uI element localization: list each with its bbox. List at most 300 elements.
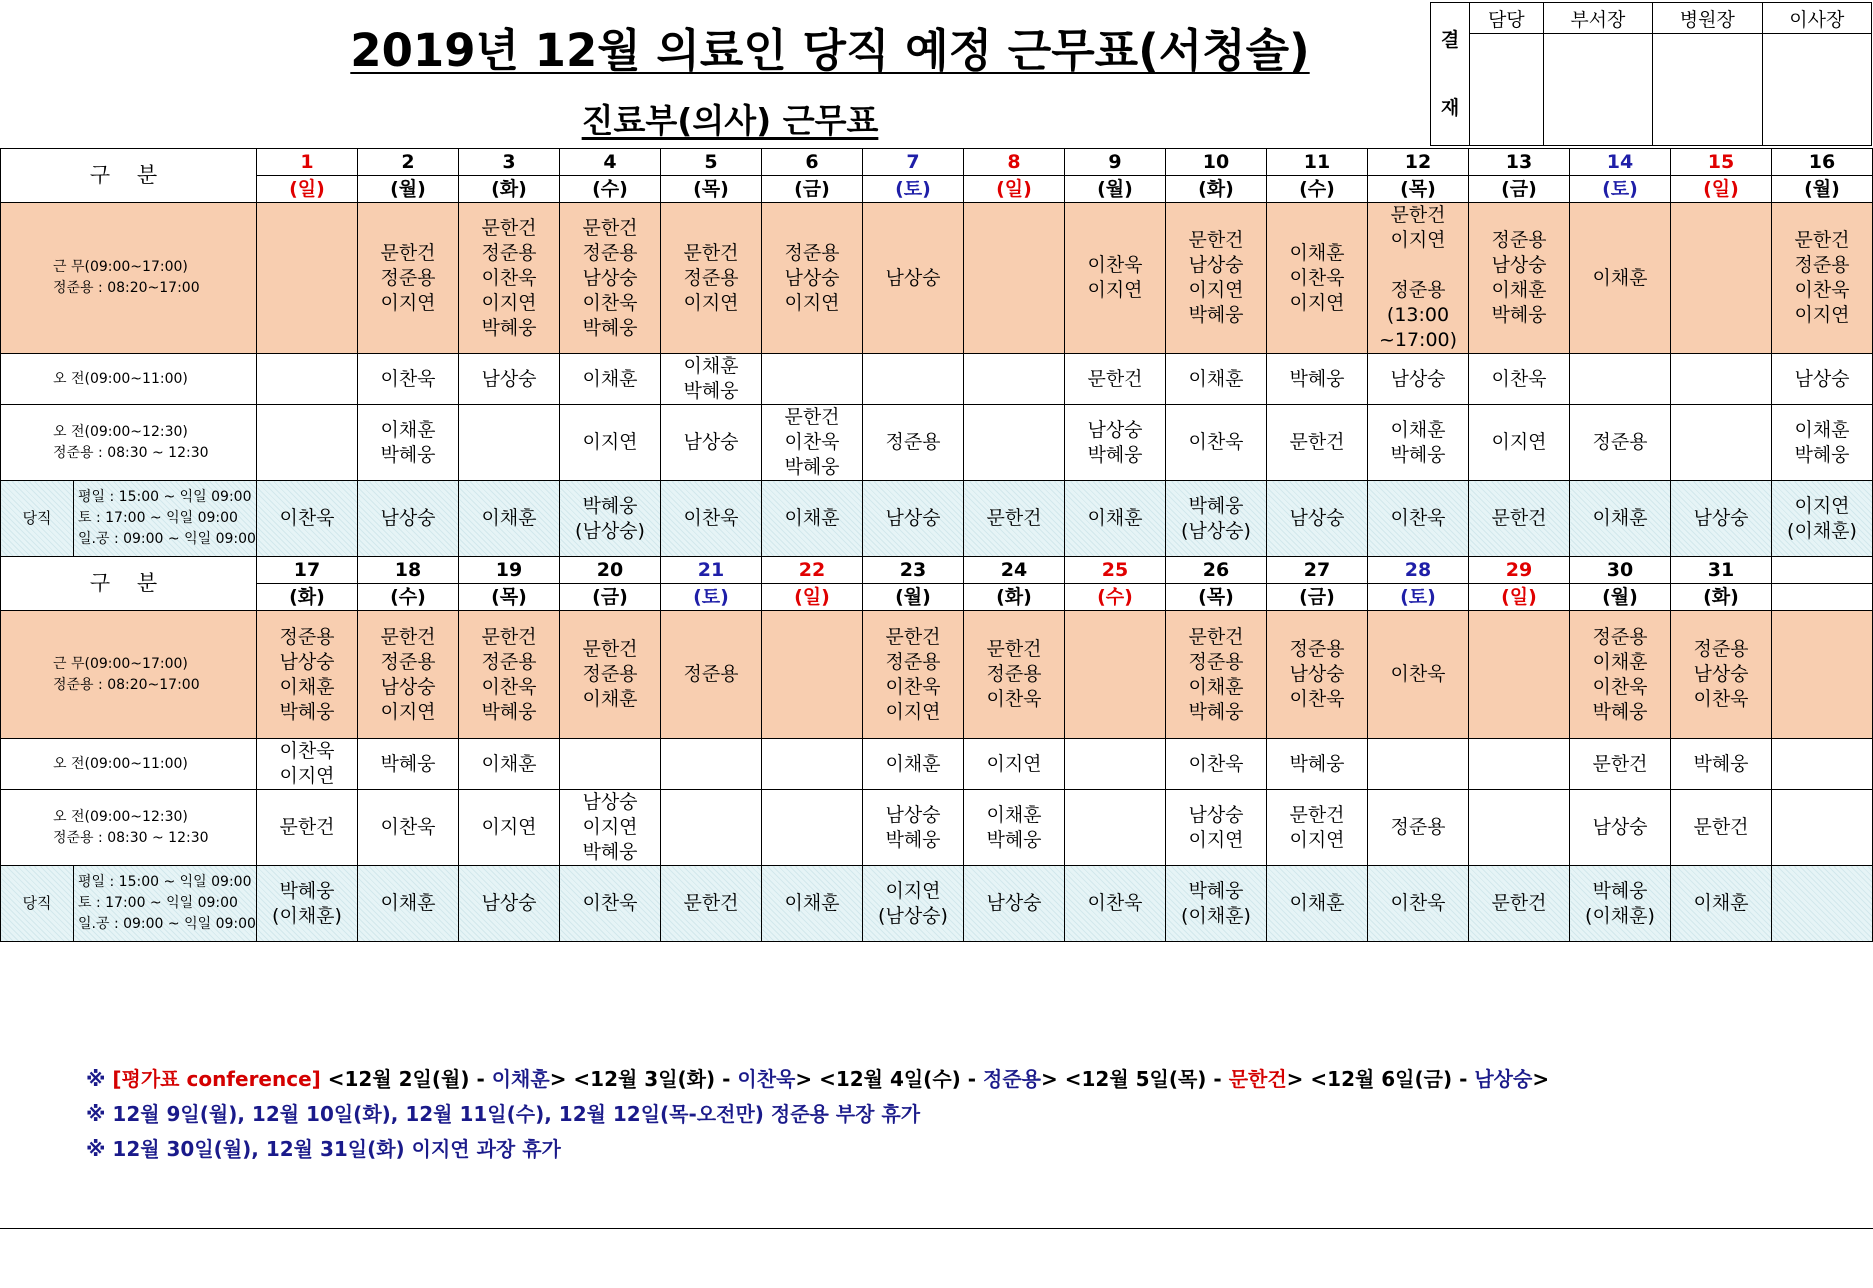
work-cell[interactable] [1772, 203, 1873, 354]
am2-cell[interactable] [257, 405, 358, 481]
work-cell[interactable] [257, 203, 358, 354]
day-number-cell [863, 557, 964, 584]
work-cell[interactable] [1065, 203, 1166, 354]
page-subtitle [580, 95, 880, 142]
am1-cell[interactable] [1166, 739, 1267, 790]
staff-name: 문한건 [582, 638, 638, 660]
note-segment: <12월 3일(화) [573, 1067, 716, 1091]
duty-cell[interactable] [964, 866, 1065, 942]
day-of-week-cell [964, 176, 1065, 203]
day-of-week: (일) [996, 177, 1032, 200]
am2-cell[interactable] [1772, 790, 1873, 866]
day-of-week: (월) [1804, 177, 1840, 200]
staff-name: 이찬욱 [1087, 892, 1143, 914]
am1-cell[interactable] [964, 354, 1065, 405]
page-subtitle-text: 진료부(의사) 근무표 [581, 101, 879, 140]
day-of-week: (화) [1703, 585, 1739, 608]
am1-hours-label: 오 전(09:00~11:00) [53, 370, 188, 387]
approval-sign-1[interactable] [1470, 34, 1544, 146]
day-number-cell [1065, 557, 1166, 584]
am2-cell[interactable] [964, 790, 1065, 866]
staff-name: 정준용 [279, 625, 335, 648]
duty-cell[interactable] [459, 866, 560, 942]
staff-name: 문한건 [1188, 625, 1244, 648]
staff-name: 이찬욱 [1289, 688, 1345, 710]
work-cell[interactable] [459, 203, 560, 354]
note-segment: - [960, 1067, 984, 1091]
note-segment: 이찬욱 [737, 1067, 796, 1091]
work-cell[interactable] [964, 611, 1065, 739]
am1-cell[interactable] [1267, 739, 1368, 790]
work-cell[interactable] [1267, 203, 1368, 354]
work-cell[interactable] [661, 611, 762, 739]
day-of-week-cell [1671, 176, 1772, 203]
day-number-cell [1469, 557, 1570, 584]
staff-name: (13:00 [1386, 304, 1450, 326]
staff-name: 이찬욱 [1188, 431, 1244, 453]
staff-name: 이찬욱 [279, 507, 335, 529]
duty-tag-label: 당직 [22, 509, 52, 527]
staff-name: 이지연 [1390, 229, 1446, 251]
staff-name: 문한건 [481, 625, 537, 648]
staff-name: 문한건 [1289, 803, 1345, 826]
work-cell[interactable] [1166, 203, 1267, 354]
day-number: 9 [1108, 150, 1122, 173]
am2-cell[interactable] [1166, 405, 1267, 481]
work-cell[interactable] [1469, 611, 1570, 739]
am2-cell[interactable] [459, 405, 560, 481]
staff-name: 문한건 [1188, 229, 1244, 251]
am1-cell[interactable] [1671, 354, 1772, 405]
am2-cell[interactable] [1267, 790, 1368, 866]
duty-cell[interactable] [1166, 866, 1267, 942]
work-cell[interactable] [257, 611, 358, 739]
day-of-week-row [1, 584, 1873, 611]
duty-hours-line: 평일 : 15:00 ~ 익일 09:00 [78, 874, 252, 890]
am2-cell[interactable] [1671, 405, 1772, 481]
staff-name: 남상숭 [784, 266, 840, 289]
staff-name: 문한건 [380, 625, 436, 648]
day-number-cell [1671, 149, 1772, 176]
am1-cell[interactable] [1772, 739, 1873, 790]
am1-cell[interactable] [661, 739, 762, 790]
am2-cell[interactable] [661, 790, 762, 866]
day-number: 16 [1808, 150, 1836, 173]
duty-tag-label: 당직 [22, 894, 52, 912]
am2-cell[interactable] [1368, 790, 1469, 866]
day-of-week: (수) [390, 585, 426, 608]
work-cell[interactable] [1469, 203, 1570, 354]
duty-cell[interactable] [762, 866, 863, 942]
staff-name: 남상숭 [1693, 507, 1749, 529]
staff-name: 박혜웅 [380, 752, 436, 775]
work-cell[interactable] [358, 203, 459, 354]
work-cell[interactable] [560, 203, 661, 354]
duty-row [1, 481, 1873, 557]
work-cell[interactable] [1267, 611, 1368, 739]
work-cell[interactable] [863, 611, 964, 739]
work-cell[interactable] [560, 611, 661, 739]
staff-name: 정준용 [582, 663, 638, 685]
day-number: 7 [906, 150, 920, 173]
am2-cell[interactable] [863, 790, 964, 866]
work-cell[interactable] [863, 203, 964, 354]
staff-name: 박혜웅 [380, 443, 436, 466]
am2-cell[interactable] [1469, 790, 1570, 866]
am1-cell[interactable] [358, 739, 459, 790]
duty-hours-line: 일.공 : 09:00 ~ 익일 09:00 [78, 916, 256, 932]
staff-name: 이채훈 [1087, 507, 1143, 529]
day-number: 30 [1606, 558, 1634, 581]
staff-name: 이찬욱 [1693, 688, 1749, 710]
staff-name: 이채훈 [1693, 892, 1749, 914]
work-row-label [1, 203, 257, 354]
staff-name: (이채훈) [1787, 519, 1857, 542]
day-number-cell [1166, 149, 1267, 176]
work-cell[interactable] [1368, 203, 1469, 354]
staff-name: 이찬욱 [582, 291, 638, 314]
am2-cell[interactable] [358, 790, 459, 866]
am2-cell[interactable] [257, 790, 358, 866]
am2-cell[interactable] [1267, 405, 1368, 481]
duty-cell[interactable] [762, 481, 863, 557]
am1-cell[interactable] [257, 354, 358, 405]
am2-cell[interactable] [459, 790, 560, 866]
am1-cell[interactable] [1267, 354, 1368, 405]
page-title [300, 14, 1360, 79]
staff-name: 정준용 [1390, 816, 1446, 838]
staff-name: 박혜웅 [1390, 443, 1446, 466]
day-number-cell [661, 149, 762, 176]
day-number-cell [1065, 149, 1166, 176]
duty-cell[interactable] [1368, 866, 1469, 942]
day-number: 29 [1505, 558, 1533, 581]
day-number-cell [964, 557, 1065, 584]
day-of-week-cell [1166, 176, 1267, 203]
duty-cell[interactable] [863, 481, 964, 557]
staff-name: 이지연 [380, 291, 436, 314]
duty-cell[interactable] [1368, 481, 1469, 557]
am1-cell[interactable] [1469, 739, 1570, 790]
day-of-week-cell [863, 176, 964, 203]
duty-cell[interactable] [1166, 481, 1267, 557]
staff-name: 이채훈 [784, 892, 840, 914]
note-segment: > [1041, 1067, 1065, 1091]
duty-hours-line: 일.공 : 09:00 ~ 익일 09:00 [78, 531, 256, 547]
staff-name: 정준용 [481, 241, 537, 264]
work-cell[interactable] [1166, 611, 1267, 739]
am2-cell[interactable] [1065, 405, 1166, 481]
duty-cell[interactable] [560, 481, 661, 557]
day-of-week: (토) [1400, 585, 1436, 608]
am2-cell[interactable] [863, 405, 964, 481]
staff-name: 이지연 [279, 765, 335, 787]
staff-name: 박혜웅 [1188, 304, 1244, 326]
day-number-cell [762, 557, 863, 584]
day-number: 22 [798, 558, 826, 581]
staff-name: 이채훈 [885, 752, 941, 775]
staff-name: 이찬욱 [1390, 507, 1446, 529]
duty-cell[interactable] [1065, 866, 1166, 942]
duty-hours-line: 평일 : 15:00 ~ 익일 09:00 [78, 489, 252, 505]
work-cell[interactable] [358, 611, 459, 739]
staff-name: 이찬욱 [1794, 279, 1850, 301]
day-of-week: (수) [1299, 177, 1335, 200]
day-number-cell [459, 557, 560, 584]
am1-cell[interactable] [863, 354, 964, 405]
approval-sign-3[interactable] [1653, 34, 1762, 146]
am1-cell[interactable] [358, 354, 459, 405]
am2-cell[interactable] [1570, 405, 1671, 481]
am2-cell[interactable] [661, 405, 762, 481]
duty-cell[interactable] [1267, 866, 1368, 942]
am1-cell[interactable] [1570, 354, 1671, 405]
am2-cell[interactable] [1368, 405, 1469, 481]
am1-cell[interactable] [762, 739, 863, 790]
duty-cell[interactable] [1570, 481, 1671, 557]
day-of-week: (월) [1602, 585, 1638, 608]
staff-name: 이찬욱 [986, 688, 1042, 710]
duty-cell[interactable] [1469, 481, 1570, 557]
am2-cell[interactable] [560, 790, 661, 866]
work-cell[interactable] [762, 203, 863, 354]
duty-cell[interactable] [1065, 481, 1166, 557]
day-of-week: (일) [794, 585, 830, 608]
am1-cell[interactable] [1570, 739, 1671, 790]
staff-name: 남상숭 [885, 507, 941, 529]
am2-cell[interactable] [964, 405, 1065, 481]
note-segment: - [469, 1067, 492, 1091]
staff-name: 남상숭 [1188, 803, 1244, 826]
am1-row-label [1, 739, 257, 790]
work-cell[interactable] [1570, 203, 1671, 354]
am2-cell[interactable] [1065, 790, 1166, 866]
staff-name: 문한건 [1491, 507, 1547, 529]
staff-name: 이지연 [1087, 279, 1143, 301]
work-cell[interactable] [964, 203, 1065, 354]
am1-cell[interactable] [863, 739, 964, 790]
am2-cell[interactable] [1166, 790, 1267, 866]
am1-cell[interactable] [1166, 354, 1267, 405]
day-of-week: (일) [289, 177, 325, 200]
duty-hours-line: 토 : 17:00 ~ 익일 09:00 [78, 895, 238, 911]
staff-name: (남상숭) [575, 519, 645, 542]
note-segment: ※ 12월 30일(월), 12월 31일(화) 이지연 과장 휴가 [86, 1137, 561, 1161]
work-cell[interactable] [1065, 611, 1166, 739]
staff-name: 이찬욱 [1289, 266, 1345, 289]
duty-cell[interactable] [1267, 481, 1368, 557]
staff-name: 이채훈 [784, 507, 840, 529]
day-number-cell [358, 557, 459, 584]
approval-sign-4[interactable] [1762, 34, 1871, 146]
day-of-week: (화) [289, 585, 325, 608]
staff-name: 박혜웅 [1087, 443, 1143, 466]
staff-name: 박혜웅 [1289, 367, 1345, 390]
staff-name: 남상숭 [1087, 418, 1143, 441]
am2-cell[interactable] [762, 405, 863, 481]
day-number: 10 [1202, 150, 1230, 173]
staff-name: 문한건 [582, 216, 638, 239]
note-segment: ※ 12월 9일(월), 12월 10일(화), 12월 11일(수), 12월 12일(목-오전만) 정준용 부장 휴가 [86, 1102, 921, 1126]
am1-cell[interactable] [257, 739, 358, 790]
am1-cell[interactable] [459, 739, 560, 790]
am1-cell[interactable] [1368, 739, 1469, 790]
duty-cell[interactable] [257, 481, 358, 557]
staff-name: 이찬욱 [885, 675, 941, 698]
duty-cell[interactable] [257, 866, 358, 942]
staff-name: 이채훈 [279, 675, 335, 698]
page-title-text: 2019년 12월 의료인 당직 예정 근무표(서청솔) [350, 24, 1310, 77]
note-line [86, 1132, 1549, 1167]
work-hours-note: 정준용 : 08:20~17:00 [53, 676, 200, 693]
staff-name: 박혜웅 [986, 828, 1042, 851]
duty-cell[interactable] [358, 481, 459, 557]
work-cell[interactable] [1772, 611, 1873, 739]
am1-cell[interactable] [1469, 354, 1570, 405]
am2-cell[interactable] [1772, 405, 1873, 481]
duty-cell[interactable] [560, 866, 661, 942]
duty-cell[interactable] [1469, 866, 1570, 942]
am1-cell[interactable] [1772, 354, 1873, 405]
day-of-week-cell [1368, 584, 1469, 611]
staff-name: 정준용 [1592, 431, 1648, 453]
duty-cell[interactable] [661, 866, 762, 942]
am1-cell[interactable] [1671, 739, 1772, 790]
am1-cell[interactable] [762, 354, 863, 405]
duty-cell[interactable] [358, 866, 459, 942]
staff-name: 문한건 [986, 638, 1042, 660]
am2-row-label [1, 405, 257, 481]
day-of-week-cell [1065, 176, 1166, 203]
staff-name: 남상숭 [1289, 663, 1345, 685]
staff-name: 정준용 [683, 663, 739, 685]
approval-sign-2[interactable] [1543, 34, 1652, 146]
duty-cell[interactable] [1671, 866, 1772, 942]
day-number: 28 [1404, 558, 1432, 581]
am2-cell[interactable] [358, 405, 459, 481]
day-number-cell [560, 557, 661, 584]
approval-col-4: 이사장 [1762, 3, 1871, 34]
staff-name: 남상숭 [986, 892, 1042, 914]
staff-name: 이지연 [1289, 291, 1345, 314]
staff-name: 이찬욱 [582, 892, 638, 914]
duty-cell[interactable] [459, 481, 560, 557]
am1-cell[interactable] [560, 739, 661, 790]
staff-name: 이찬욱 [1491, 367, 1547, 390]
duty-cell[interactable] [1570, 866, 1671, 942]
am2-cell[interactable] [1570, 790, 1671, 866]
staff-name: 박혜웅 [481, 700, 537, 723]
am2-cell[interactable] [762, 790, 863, 866]
work-cell[interactable] [661, 203, 762, 354]
day-number: 17 [293, 558, 321, 581]
duty-cell[interactable] [1772, 866, 1873, 942]
am1-cell[interactable] [560, 354, 661, 405]
staff-name: 이채훈 [380, 892, 436, 914]
staff-name: 이찬욱 [1188, 752, 1244, 775]
note-segment: - [1206, 1067, 1229, 1091]
work-cell[interactable] [1671, 611, 1772, 739]
staff-name: 남상숭 [885, 803, 941, 826]
staff-name: 이찬욱 [784, 431, 840, 453]
staff-name: 남상숭 [582, 266, 638, 289]
day-number-cell [459, 149, 560, 176]
staff-name: 문한건 [885, 625, 941, 648]
staff-name: 박혜웅 [1188, 879, 1244, 902]
gubun-header [1, 557, 257, 611]
day-of-week-cell [459, 584, 560, 611]
work-cell[interactable] [1671, 203, 1772, 354]
day-number: 25 [1101, 558, 1129, 581]
am1-cell[interactable] [1065, 354, 1166, 405]
work-cell[interactable] [762, 611, 863, 739]
am2-cell[interactable] [560, 405, 661, 481]
day-of-week-cell [459, 176, 560, 203]
notes-section [86, 1062, 1549, 1167]
work-cell[interactable] [1368, 611, 1469, 739]
day-of-week: (토) [895, 177, 931, 200]
am2-cell[interactable] [1671, 790, 1772, 866]
day-of-week: (목) [693, 177, 729, 200]
day-of-week: (수) [592, 177, 628, 200]
am1-cell[interactable] [1065, 739, 1166, 790]
day-of-week: (금) [592, 585, 628, 608]
staff-name: 이찬욱 [481, 266, 537, 289]
am1-cell[interactable] [661, 354, 762, 405]
bottom-divider [0, 1228, 1873, 1229]
staff-name: 정준용 [1289, 638, 1345, 660]
day-number: 8 [1007, 150, 1021, 173]
staff-name: 정준용 [1390, 279, 1446, 301]
staff-name: 이채훈 [481, 752, 537, 775]
duty-cell[interactable] [1772, 481, 1873, 557]
work-cell[interactable] [459, 611, 560, 739]
am1-cell[interactable] [459, 354, 560, 405]
staff-name: 문한건 [683, 241, 739, 264]
am1-cell[interactable] [964, 739, 1065, 790]
duty-cell[interactable] [1671, 481, 1772, 557]
day-of-week-cell [1570, 584, 1671, 611]
am1-cell[interactable] [1368, 354, 1469, 405]
duty-cell[interactable] [863, 866, 964, 942]
note-segment: > [549, 1067, 574, 1091]
approval-col-3: 병원장 [1653, 3, 1762, 34]
staff-name: 남상숭 [1794, 367, 1850, 390]
am2-cell[interactable] [1469, 405, 1570, 481]
duty-cell[interactable] [661, 481, 762, 557]
duty-cell[interactable] [964, 481, 1065, 557]
staff-name: 이채훈 [1289, 241, 1345, 264]
work-cell[interactable] [1570, 611, 1671, 739]
am1-row [1, 354, 1873, 405]
staff-name: 남상숭 [481, 367, 537, 390]
staff-name: 남상숭 [582, 791, 638, 813]
staff-name: 이지연 [1491, 431, 1547, 453]
staff-name: 이찬욱 [1390, 663, 1446, 685]
staff-name: 정준용 [481, 650, 537, 673]
staff-name: 문한건 [1794, 229, 1850, 251]
staff-name: 남상숭 [279, 650, 335, 673]
work-row [1, 203, 1873, 354]
day-of-week-cell [661, 176, 762, 203]
staff-name: 이채훈 [1592, 507, 1648, 529]
day-number-cell [1772, 149, 1873, 176]
staff-name: 이채훈 [986, 803, 1042, 826]
day-of-week-cell [1772, 176, 1873, 203]
staff-name: 박혜웅 [582, 841, 638, 863]
note-line [86, 1097, 1549, 1132]
day-number-cell [964, 149, 1065, 176]
